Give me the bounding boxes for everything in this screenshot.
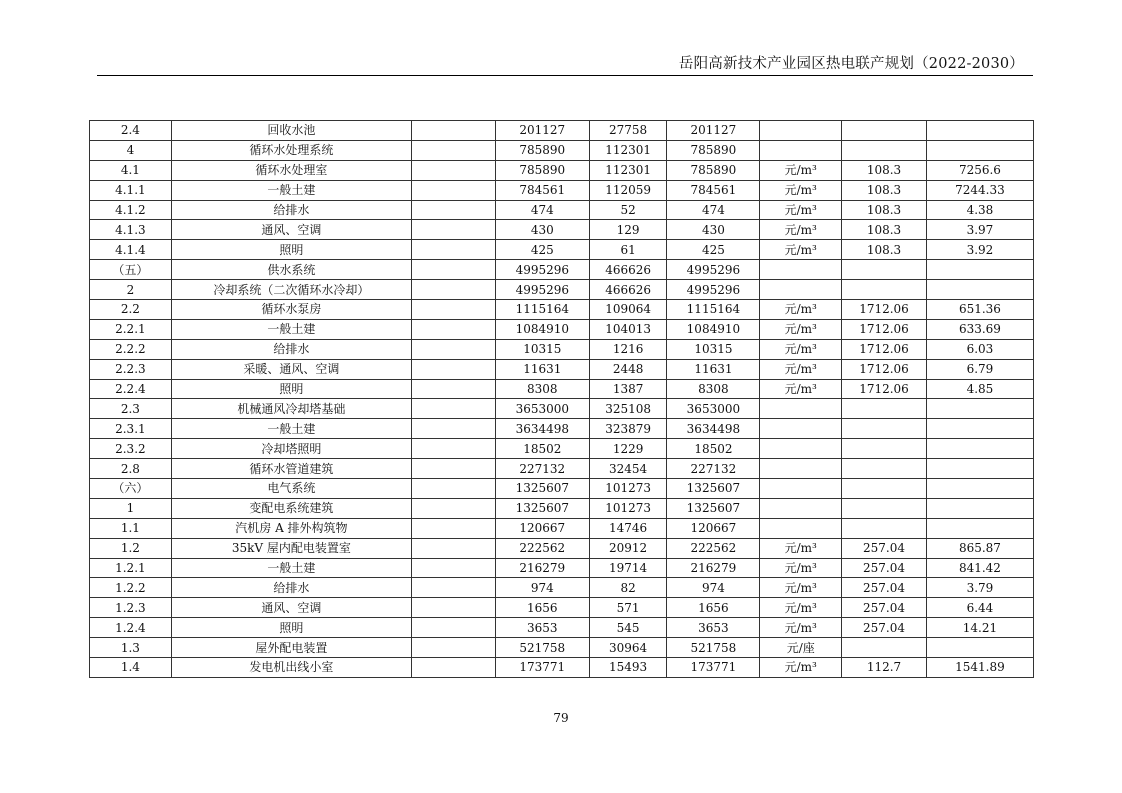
amount-cell: 474 — [667, 200, 760, 220]
item-name-cell: 一般土建 — [171, 319, 411, 339]
sub-value-cell: 112059 — [589, 180, 667, 200]
sub-value-cell: 323879 — [589, 419, 667, 439]
item-no-cell: 1.4 — [90, 658, 172, 678]
quantity-cell — [926, 280, 1033, 300]
quantity-cell — [926, 439, 1033, 459]
unit-price-cell: 257.04 — [842, 598, 927, 618]
blank-cell — [412, 538, 496, 558]
item-name-cell: 电气系统 — [171, 479, 411, 499]
unit-cell: 元/m³ — [760, 618, 842, 638]
total-value-cell: 120667 — [495, 518, 589, 538]
item-no-cell: 2.3.2 — [90, 439, 172, 459]
item-name-cell: 屋外配电装置 — [171, 638, 411, 658]
total-value-cell: 10315 — [495, 339, 589, 359]
quantity-cell — [926, 140, 1033, 160]
amount-cell: 227132 — [667, 459, 760, 479]
blank-cell — [412, 379, 496, 399]
page-number: 79 — [553, 711, 569, 725]
item-no-cell: 2 — [90, 280, 172, 300]
table-row — [90, 558, 1034, 578]
blank-cell — [412, 479, 496, 499]
item-name-cell: 机械通风冷却塔基础 — [171, 399, 411, 419]
amount-cell: 120667 — [667, 518, 760, 538]
blank-cell — [412, 399, 496, 419]
table-row — [90, 319, 1034, 339]
blank-cell — [412, 598, 496, 618]
table-row — [90, 459, 1034, 479]
sub-value-cell: 101273 — [589, 498, 667, 518]
blank-cell — [412, 121, 496, 141]
item-no-cell: 1.2.2 — [90, 578, 172, 598]
table-row — [90, 200, 1034, 220]
unit-cell: 元/m³ — [760, 200, 842, 220]
item-name-cell: 一般土建 — [171, 419, 411, 439]
total-value-cell: 474 — [495, 200, 589, 220]
sub-value-cell: 61 — [589, 240, 667, 260]
unit-cell — [760, 399, 842, 419]
item-name-cell: 循环水处理室 — [171, 160, 411, 180]
unit-cell: 元/m³ — [760, 339, 842, 359]
amount-cell: 425 — [667, 240, 760, 260]
blank-cell — [412, 220, 496, 240]
quantity-cell — [926, 419, 1033, 439]
quantity-cell: 651.36 — [926, 300, 1033, 320]
amount-cell: 521758 — [667, 638, 760, 658]
item-name-cell: 给排水 — [171, 200, 411, 220]
table-row — [90, 220, 1034, 240]
unit-price-cell — [842, 419, 927, 439]
unit-price-cell — [842, 498, 927, 518]
unit-cell — [760, 260, 842, 280]
table-row — [90, 439, 1034, 459]
table-row — [90, 379, 1034, 399]
sub-value-cell: 82 — [589, 578, 667, 598]
blank-cell — [412, 280, 496, 300]
sub-value-cell: 466626 — [589, 260, 667, 280]
quantity-cell: 841.42 — [926, 558, 1033, 578]
item-name-cell: 一般土建 — [171, 180, 411, 200]
total-value-cell: 785890 — [495, 160, 589, 180]
item-name-cell: 照明 — [171, 379, 411, 399]
amount-cell: 3634498 — [667, 419, 760, 439]
blank-cell — [412, 200, 496, 220]
table-row — [90, 598, 1034, 618]
total-value-cell: 4995296 — [495, 280, 589, 300]
amount-cell: 173771 — [667, 658, 760, 678]
quantity-cell: 6.79 — [926, 359, 1033, 379]
blank-cell — [412, 439, 496, 459]
total-value-cell: 784561 — [495, 180, 589, 200]
table-row — [90, 479, 1034, 499]
sub-value-cell: 52 — [589, 200, 667, 220]
unit-price-cell: 1712.06 — [842, 339, 927, 359]
amount-cell: 785890 — [667, 140, 760, 160]
unit-price-cell: 257.04 — [842, 538, 927, 558]
quantity-cell: 4.85 — [926, 379, 1033, 399]
cost-table — [89, 120, 1034, 678]
sub-value-cell: 109064 — [589, 300, 667, 320]
sub-value-cell: 27758 — [589, 121, 667, 141]
total-value-cell: 18502 — [495, 439, 589, 459]
amount-cell: 1656 — [667, 598, 760, 618]
quantity-cell: 3.92 — [926, 240, 1033, 260]
quantity-cell: 1541.89 — [926, 658, 1033, 678]
total-value-cell: 3634498 — [495, 419, 589, 439]
item-no-cell: 1.2 — [90, 538, 172, 558]
item-no-cell: 2.2.1 — [90, 319, 172, 339]
unit-price-cell: 108.3 — [842, 220, 927, 240]
amount-cell: 4995296 — [667, 260, 760, 280]
item-no-cell: 1 — [90, 498, 172, 518]
sub-value-cell: 466626 — [589, 280, 667, 300]
sub-value-cell: 1216 — [589, 339, 667, 359]
unit-cell: 元/m³ — [760, 598, 842, 618]
table-row — [90, 658, 1034, 678]
table-row — [90, 578, 1034, 598]
item-no-cell: 2.3.1 — [90, 419, 172, 439]
sub-value-cell: 1229 — [589, 439, 667, 459]
unit-cell: 元/m³ — [760, 658, 842, 678]
blank-cell — [412, 300, 496, 320]
item-no-cell: 1.1 — [90, 518, 172, 538]
unit-price-cell — [842, 518, 927, 538]
item-no-cell: 4.1 — [90, 160, 172, 180]
table-row — [90, 538, 1034, 558]
table-row — [90, 140, 1034, 160]
quantity-cell: 6.03 — [926, 339, 1033, 359]
total-value-cell: 216279 — [495, 558, 589, 578]
quantity-cell — [926, 459, 1033, 479]
sub-value-cell: 30964 — [589, 638, 667, 658]
unit-price-cell: 1712.06 — [842, 319, 927, 339]
item-name-cell: 发电机出线小室 — [171, 658, 411, 678]
amount-cell: 430 — [667, 220, 760, 240]
blank-cell — [412, 498, 496, 518]
table-row — [90, 618, 1034, 638]
amount-cell: 222562 — [667, 538, 760, 558]
unit-price-cell — [842, 280, 927, 300]
total-value-cell: 1115164 — [495, 300, 589, 320]
unit-cell — [760, 121, 842, 141]
total-value-cell: 8308 — [495, 379, 589, 399]
item-no-cell: 4 — [90, 140, 172, 160]
amount-cell: 201127 — [667, 121, 760, 141]
unit-cell: 元/m³ — [760, 379, 842, 399]
unit-cell: 元/座 — [760, 638, 842, 658]
item-name-cell: 循环水管道建筑 — [171, 459, 411, 479]
quantity-cell: 3.79 — [926, 578, 1033, 598]
blank-cell — [412, 518, 496, 538]
table-row — [90, 339, 1034, 359]
item-no-cell: 1.2.4 — [90, 618, 172, 638]
amount-cell: 974 — [667, 578, 760, 598]
unit-price-cell: 108.3 — [842, 240, 927, 260]
table-row — [90, 160, 1034, 180]
total-value-cell: 430 — [495, 220, 589, 240]
table-row — [90, 498, 1034, 518]
amount-cell: 784561 — [667, 180, 760, 200]
quantity-cell — [926, 479, 1033, 499]
item-name-cell: 通风、空调 — [171, 598, 411, 618]
item-no-cell: 4.1.1 — [90, 180, 172, 200]
unit-price-cell — [842, 459, 927, 479]
quantity-cell: 4.38 — [926, 200, 1033, 220]
total-value-cell: 3653000 — [495, 399, 589, 419]
amount-cell: 1325607 — [667, 498, 760, 518]
quantity-cell: 3.97 — [926, 220, 1033, 240]
sub-value-cell: 104013 — [589, 319, 667, 339]
table-row — [90, 180, 1034, 200]
amount-cell: 10315 — [667, 339, 760, 359]
item-no-cell: 1.3 — [90, 638, 172, 658]
amount-cell: 785890 — [667, 160, 760, 180]
item-name-cell: 照明 — [171, 240, 411, 260]
unit-price-cell: 112.7 — [842, 658, 927, 678]
sub-value-cell: 101273 — [589, 479, 667, 499]
table-row — [90, 399, 1034, 419]
unit-cell — [760, 518, 842, 538]
total-value-cell: 974 — [495, 578, 589, 598]
amount-cell: 1084910 — [667, 319, 760, 339]
total-value-cell: 3653 — [495, 618, 589, 638]
item-name-cell: 35kV 屋内配电装置室 — [171, 538, 411, 558]
item-name-cell: 一般土建 — [171, 558, 411, 578]
sub-value-cell: 129 — [589, 220, 667, 240]
total-value-cell: 1325607 — [495, 498, 589, 518]
unit-price-cell: 257.04 — [842, 578, 927, 598]
sub-value-cell: 545 — [589, 618, 667, 638]
unit-price-cell: 108.3 — [842, 180, 927, 200]
unit-price-cell: 108.3 — [842, 160, 927, 180]
item-name-cell: 循环水处理系统 — [171, 140, 411, 160]
sub-value-cell: 571 — [589, 598, 667, 618]
total-value-cell: 11631 — [495, 359, 589, 379]
item-name-cell: 回收水池 — [171, 121, 411, 141]
blank-cell — [412, 618, 496, 638]
amount-cell: 3653000 — [667, 399, 760, 419]
item-no-cell: 2.2.4 — [90, 379, 172, 399]
item-no-cell: 2.2 — [90, 300, 172, 320]
total-value-cell: 201127 — [495, 121, 589, 141]
item-name-cell: 冷却塔照明 — [171, 439, 411, 459]
blank-cell — [412, 160, 496, 180]
table-row — [90, 638, 1034, 658]
quantity-cell: 865.87 — [926, 538, 1033, 558]
unit-cell: 元/m³ — [760, 319, 842, 339]
blank-cell — [412, 658, 496, 678]
unit-cell: 元/m³ — [760, 160, 842, 180]
sub-value-cell: 2448 — [589, 359, 667, 379]
unit-cell: 元/m³ — [760, 300, 842, 320]
blank-cell — [412, 638, 496, 658]
quantity-cell: 6.44 — [926, 598, 1033, 618]
item-no-cell: （六） — [90, 479, 172, 499]
quantity-cell — [926, 260, 1033, 280]
item-no-cell: 4.1.2 — [90, 200, 172, 220]
item-no-cell: 2.2.3 — [90, 359, 172, 379]
table-row — [90, 121, 1034, 141]
unit-price-cell — [842, 140, 927, 160]
blank-cell — [412, 240, 496, 260]
amount-cell: 8308 — [667, 379, 760, 399]
unit-price-cell: 257.04 — [842, 618, 927, 638]
item-name-cell: 给排水 — [171, 578, 411, 598]
sub-value-cell: 112301 — [589, 140, 667, 160]
amount-cell: 3653 — [667, 618, 760, 638]
unit-price-cell — [842, 399, 927, 419]
unit-price-cell — [842, 121, 927, 141]
item-name-cell: 照明 — [171, 618, 411, 638]
amount-cell: 1325607 — [667, 479, 760, 499]
item-name-cell: 供水系统 — [171, 260, 411, 280]
unit-price-cell: 257.04 — [842, 558, 927, 578]
header-divider — [97, 75, 1033, 76]
quantity-cell — [926, 121, 1033, 141]
total-value-cell: 227132 — [495, 459, 589, 479]
item-name-cell: 变配电系统建筑 — [171, 498, 411, 518]
unit-price-cell: 1712.06 — [842, 300, 927, 320]
blank-cell — [412, 260, 496, 280]
sub-value-cell: 32454 — [589, 459, 667, 479]
amount-cell: 216279 — [667, 558, 760, 578]
total-value-cell: 521758 — [495, 638, 589, 658]
unit-cell — [760, 280, 842, 300]
blank-cell — [412, 359, 496, 379]
unit-cell: 元/m³ — [760, 180, 842, 200]
unit-cell: 元/m³ — [760, 578, 842, 598]
quantity-cell: 7244.33 — [926, 180, 1033, 200]
unit-cell — [760, 419, 842, 439]
unit-cell: 元/m³ — [760, 240, 842, 260]
unit-cell: 元/m³ — [760, 359, 842, 379]
blank-cell — [412, 459, 496, 479]
total-value-cell: 1656 — [495, 598, 589, 618]
blank-cell — [412, 558, 496, 578]
item-no-cell: 1.2.1 — [90, 558, 172, 578]
sub-value-cell: 20912 — [589, 538, 667, 558]
unit-price-cell: 1712.06 — [842, 379, 927, 399]
table-row — [90, 260, 1034, 280]
item-no-cell: 4.1.4 — [90, 240, 172, 260]
quantity-cell — [926, 638, 1033, 658]
unit-price-cell — [842, 260, 927, 280]
table-row — [90, 419, 1034, 439]
item-name-cell: 冷却系统（二次循环水冷却） — [171, 280, 411, 300]
sub-value-cell: 15493 — [589, 658, 667, 678]
quantity-cell — [926, 399, 1033, 419]
unit-cell — [760, 459, 842, 479]
sub-value-cell: 19714 — [589, 558, 667, 578]
unit-cell — [760, 439, 842, 459]
blank-cell — [412, 319, 496, 339]
unit-price-cell: 108.3 — [842, 200, 927, 220]
unit-price-cell — [842, 439, 927, 459]
table-row — [90, 300, 1034, 320]
blank-cell — [412, 339, 496, 359]
unit-price-cell — [842, 638, 927, 658]
total-value-cell: 785890 — [495, 140, 589, 160]
amount-cell: 18502 — [667, 439, 760, 459]
total-value-cell: 4995296 — [495, 260, 589, 280]
quantity-cell — [926, 498, 1033, 518]
page-header-title: 岳阳高新技术产业园区热电联产规划（2022-2030） — [678, 56, 1024, 72]
total-value-cell: 425 — [495, 240, 589, 260]
quantity-cell: 7256.6 — [926, 160, 1033, 180]
amount-cell: 4995296 — [667, 280, 760, 300]
blank-cell — [412, 180, 496, 200]
table-row — [90, 240, 1034, 260]
total-value-cell: 1325607 — [495, 479, 589, 499]
item-no-cell: 2.2.2 — [90, 339, 172, 359]
item-no-cell: （五） — [90, 260, 172, 280]
blank-cell — [412, 419, 496, 439]
unit-cell: 元/m³ — [760, 558, 842, 578]
quantity-cell: 14.21 — [926, 618, 1033, 638]
unit-cell: 元/m³ — [760, 220, 842, 240]
table-body — [90, 121, 1034, 678]
sub-value-cell: 112301 — [589, 160, 667, 180]
item-no-cell: 2.4 — [90, 121, 172, 141]
unit-cell: 元/m³ — [760, 538, 842, 558]
item-no-cell: 4.1.3 — [90, 220, 172, 240]
unit-cell — [760, 479, 842, 499]
item-name-cell: 汽机房 A 排外构筑物 — [171, 518, 411, 538]
total-value-cell: 1084910 — [495, 319, 589, 339]
unit-cell — [760, 498, 842, 518]
item-no-cell: 2.3 — [90, 399, 172, 419]
table-row — [90, 359, 1034, 379]
item-name-cell: 通风、空调 — [171, 220, 411, 240]
table-row — [90, 518, 1034, 538]
amount-cell: 1115164 — [667, 300, 760, 320]
table-row — [90, 280, 1034, 300]
total-value-cell: 173771 — [495, 658, 589, 678]
unit-cell — [760, 140, 842, 160]
item-no-cell: 2.8 — [90, 459, 172, 479]
sub-value-cell: 14746 — [589, 518, 667, 538]
item-name-cell: 采暖、通风、空调 — [171, 359, 411, 379]
quantity-cell: 633.69 — [926, 319, 1033, 339]
item-no-cell: 1.2.3 — [90, 598, 172, 618]
blank-cell — [412, 578, 496, 598]
unit-price-cell — [842, 479, 927, 499]
blank-cell — [412, 140, 496, 160]
item-name-cell: 给排水 — [171, 339, 411, 359]
total-value-cell: 222562 — [495, 538, 589, 558]
sub-value-cell: 1387 — [589, 379, 667, 399]
quantity-cell — [926, 518, 1033, 538]
amount-cell: 11631 — [667, 359, 760, 379]
item-name-cell: 循环水泵房 — [171, 300, 411, 320]
unit-price-cell: 1712.06 — [842, 359, 927, 379]
sub-value-cell: 325108 — [589, 399, 667, 419]
